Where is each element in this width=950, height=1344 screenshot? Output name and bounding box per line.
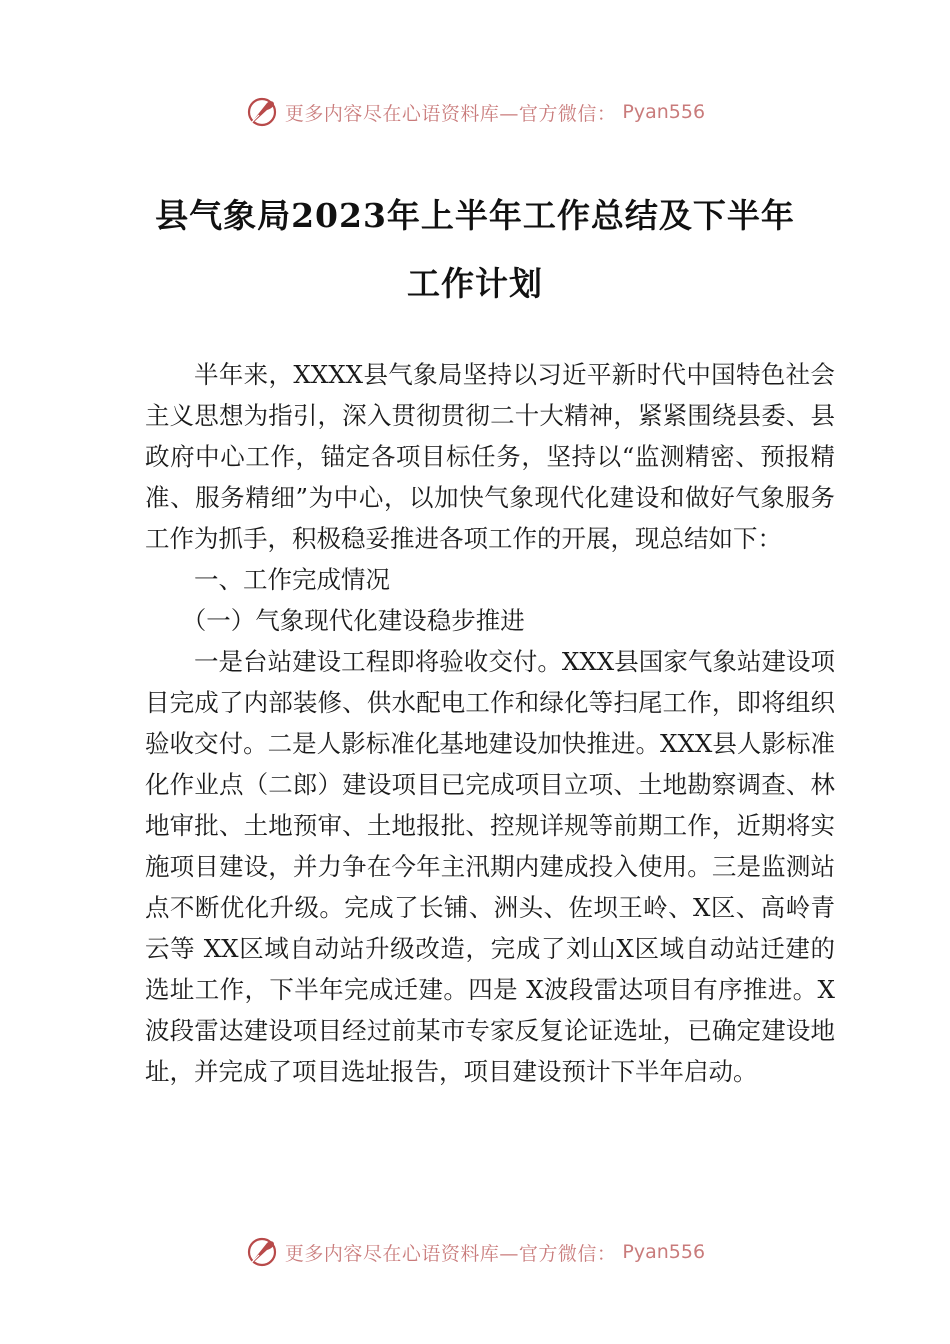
footer-watermark: [0, 1232, 950, 1272]
document-title-line-1: 县气象局2023年上半年工作总结及下半年: [155, 196, 795, 235]
header-watermark: [0, 92, 950, 132]
quill-logo-icon: [245, 1235, 279, 1269]
subsection-heading: （一）气象现代化建设稳步推进: [181, 606, 525, 635]
watermark-contact: Pyan556: [622, 1241, 706, 1263]
quill-logo-icon: [245, 95, 279, 129]
section-heading: 一、工作完成情况: [194, 565, 390, 594]
intro-paragraph: 半年来，XXXX县气象局坚持以习近平新时代中国特色社会主义思想为指引，深入贯彻贯彻二十大精神，紧紧围绕县委、县政府中心工作，锚定各项目标任务，坚持以“监测精密、预报精准、服务精细”为中心，以加快气象现代化建设和做好气象服务工作为抓手，积极稳妥推进各项工作的开展，现总结如下：: [145, 360, 835, 553]
watermark-contact: Pyan556: [622, 101, 706, 123]
document-body: [145, 354, 835, 1092]
watermark-slogan: 更多内容尽在心语资料库—官方微信：: [284, 1242, 617, 1265]
watermark-slogan: 更多内容尽在心语资料库—官方微信：: [284, 102, 617, 125]
body-paragraph: 一是台站建设工程即将验收交付。XXX县国家气象站建设项目完成了内部装修、供水配电工作和绿化等扫尾工作，即将组织验收交付。二是人影标准化基地建设加快推进。XXX县人影标准化作业点（二郎）建设项目已完成项目立项、土地勘察调查、林地审批、土地预审、土地报批、控规详规等前期工作，近期将实施项目建设，并力争在今年主汛期内建成投入使用。三是监测站点不断优化升级。完成了长铺、洲头、佐坝王岭、X区、高岭青云等 XX区域自动站升级改造，完成了刘山X区域自动站迁建的选址工作，下半年完成迁建。四是 X波段雷达项目有序推进。X波段雷达建设项目经过前某市专家反复论证选址，已确定建设地址，并完成了项目选址报告，项目建设预计下半年启动。: [145, 647, 835, 1086]
document-title-line-2: 工作计划: [407, 264, 543, 303]
